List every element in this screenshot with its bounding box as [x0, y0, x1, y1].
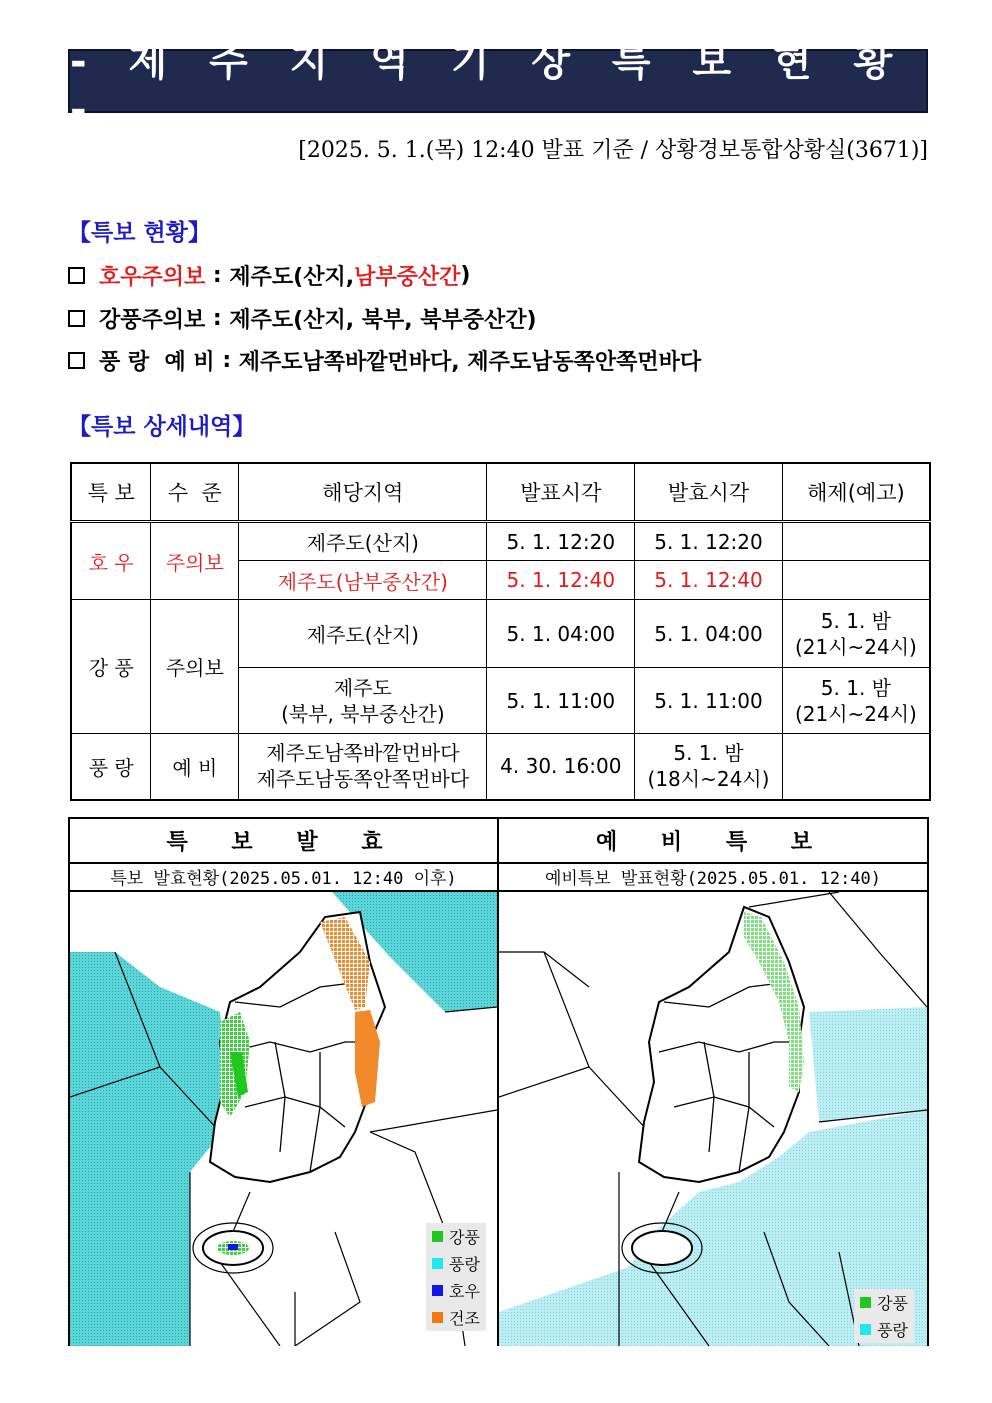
col-region: 해당지역: [239, 463, 487, 522]
legend-swatch: [860, 1324, 871, 1335]
legend-swatch: [860, 1297, 871, 1308]
map-right-heading: 예 비 특 보: [499, 819, 927, 864]
effective-line-2: (18시~24시): [647, 767, 770, 792]
lift-cell: [782, 734, 930, 800]
legend-item: [854, 1289, 914, 1316]
issued-info: [2025. 5. 1.(목) 12:40 발표 기준 / 상황경보통합상황실(3671)]: [298, 138, 928, 163]
region-text: 제주도(산지,: [229, 265, 355, 290]
table-row: [71, 734, 930, 800]
checkbox-icon: [68, 352, 85, 369]
region-line-1: 제주도: [333, 675, 392, 700]
legend-item: [426, 1304, 486, 1331]
effective-cell: [635, 734, 783, 800]
table-row: [71, 522, 930, 561]
region-cell: 제주도(산지): [239, 522, 487, 561]
lift-cell: [782, 600, 930, 668]
region-line-2: (북부, 북부중산간): [281, 701, 445, 726]
lift-line-1: 5. 1. 밤: [820, 608, 891, 633]
legend-label: 건조: [449, 1309, 480, 1328]
summary-item-wind: [68, 303, 537, 334]
map-left-heading: 특 보 발 효: [70, 819, 497, 864]
separator: :: [214, 348, 239, 373]
lift-cell: [782, 522, 930, 561]
effective-cell: 5. 1. 12:20: [635, 522, 783, 561]
checkbox-icon: [68, 310, 85, 327]
effective-cell: 5. 1. 04:00: [635, 600, 783, 668]
lift-cell: [782, 561, 930, 600]
region-close: ): [460, 263, 471, 288]
legend-label: 풍랑: [449, 1255, 480, 1274]
region-cell: [239, 668, 487, 734]
summary-item-wave: [68, 345, 701, 376]
separator: :: [205, 306, 230, 331]
announced-cell: 5. 1. 04:00: [487, 600, 635, 668]
warning-name: 호우주의보: [99, 265, 206, 290]
level-cell: 주의보: [151, 600, 239, 734]
detail-heading: 【특보 상세내역】: [68, 414, 256, 440]
effective-cell: 5. 1. 12:40: [635, 561, 783, 600]
legend-label: 호우: [449, 1282, 480, 1301]
map-right-legend: [854, 1289, 914, 1343]
map-left: [70, 819, 499, 1344]
col-announced: 발표시각: [487, 463, 635, 522]
checkbox-icon: [68, 267, 85, 284]
legend-label: 강풍: [449, 1228, 480, 1247]
legend-swatch: [432, 1258, 443, 1269]
title-bar: [68, 38, 928, 133]
col-type: 특 보: [71, 463, 151, 522]
region-text: 제주도남쪽바깥먼바다, 제주도남동쪽안쪽먼바다: [238, 350, 702, 375]
page-title: - 제 주 지 역 기 상 특 보 현 황 -: [70, 38, 907, 133]
region-line-1: 제주도남쪽바깥먼바다: [266, 741, 460, 766]
lift-line-2: (21시~24시): [794, 634, 917, 659]
col-level: 수 준: [151, 463, 239, 522]
col-effective: 발효시각: [635, 463, 783, 522]
effective-cell: 5. 1. 11:00: [635, 668, 783, 734]
map-right: [499, 819, 927, 1344]
legend-item: [426, 1250, 486, 1277]
type-cell: 호 우: [71, 522, 151, 600]
region-cell: 제주도(남부중산간): [239, 561, 487, 600]
region-cell: [239, 734, 487, 800]
region-cell: 제주도(산지): [239, 600, 487, 668]
type-cell: 강 풍: [71, 600, 151, 734]
announced-cell: 5. 1. 12:20: [487, 522, 635, 561]
region-line-2: 제주도남동쪽안쪽먼바다: [256, 767, 470, 792]
legend-swatch: [432, 1231, 443, 1242]
legend-item: [426, 1277, 486, 1304]
pre-warning-map: [499, 892, 927, 1346]
region-highlight: 남부중산간: [354, 265, 461, 290]
warning-name: 강풍주의보: [99, 308, 206, 333]
detail-table: [70, 462, 931, 801]
summary-item-rain: [68, 260, 470, 291]
lift-line-2: (21시~24시): [794, 701, 917, 726]
legend-item: [426, 1223, 486, 1250]
map-left-legend: [426, 1223, 486, 1331]
table-row: [71, 600, 930, 668]
summary-heading: 【특보 현황】: [68, 220, 211, 246]
legend-swatch: [432, 1285, 443, 1296]
map-right-subtitle: 예비특보 발표현황(2025.05.01. 12:40): [499, 862, 927, 892]
table-header-row: [71, 463, 930, 522]
map-panel: [68, 817, 929, 1346]
separator: :: [205, 263, 230, 288]
lift-cell: [782, 668, 930, 734]
lift-line-1: 5. 1. 밤: [820, 675, 891, 700]
announced-cell: 4. 30. 16:00: [487, 734, 635, 800]
legend-swatch: [432, 1312, 443, 1323]
region-text: 제주도(산지, 북부, 북부중산간): [229, 308, 537, 333]
warning-name: 풍 랑 예 비: [99, 350, 215, 375]
map-left-subtitle: 특보 발효현황(2025.05.01. 12:40 이후): [70, 862, 497, 892]
announced-cell: 5. 1. 11:00: [487, 668, 635, 734]
legend-label: 강풍: [877, 1294, 908, 1313]
effective-line-1: 5. 1. 밤: [673, 741, 744, 766]
announced-cell: 5. 1. 12:40: [487, 561, 635, 600]
level-cell: 예 비: [151, 734, 239, 800]
type-cell: 풍 랑: [71, 734, 151, 800]
legend-item: [854, 1316, 914, 1343]
legend-label: 풍랑: [877, 1321, 908, 1340]
col-lift: 해제(예고): [782, 463, 930, 522]
level-cell: 주의보: [151, 522, 239, 600]
